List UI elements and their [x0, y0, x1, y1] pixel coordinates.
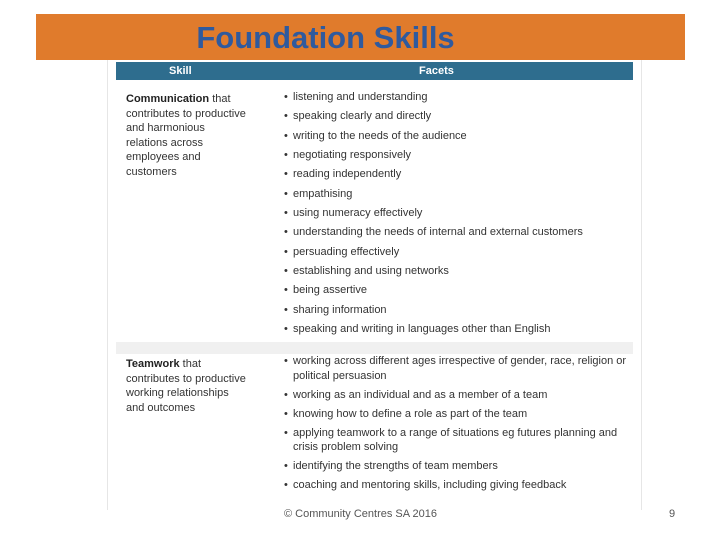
skill-name: Teamwork: [126, 358, 180, 370]
footer-copyright: © Community Centres SA 2016: [284, 508, 438, 520]
skill-name: Communication: [126, 93, 210, 105]
list-item: • persuading effectively: [286, 246, 634, 259]
list-item: • negotiating responsively: [286, 149, 634, 162]
list-item: • empathising: [286, 188, 634, 201]
list-item: • coaching and mentoring skills, including giving feedback: [286, 478, 634, 493]
list-item: • working as an individual and as a member of a team: [286, 388, 634, 403]
header-facets: Facets: [419, 65, 454, 77]
list-item: • knowing how to define a role as part of the team: [286, 407, 634, 422]
skill-teamwork: [126, 357, 246, 415]
list-item: • working across different ages irrespective of gender, race, religion or political persuasion: [286, 354, 634, 383]
skills-table: [107, 60, 642, 510]
list-item: • using numeracy effectively: [286, 207, 634, 220]
list-item: • speaking and writing in languages other than English: [286, 323, 634, 336]
skill-communication: [126, 92, 246, 180]
list-item: • sharing information: [286, 304, 634, 317]
list-item: • writing to the needs of the audience: [286, 130, 634, 143]
slide-title: Foundation Skills: [196, 20, 455, 55]
facets-list-teamwork: [286, 354, 634, 498]
title-bar: [36, 14, 685, 60]
page-number: 9: [669, 508, 676, 520]
table-header: [116, 62, 633, 80]
list-item: • being assertive: [286, 284, 634, 297]
list-item: • establishing and using networks: [286, 265, 634, 278]
header-skill: Skill: [169, 65, 192, 77]
row-divider: [116, 342, 633, 354]
list-item: • listening and understanding: [286, 91, 634, 104]
skill-description: that contributes to productive working relationships and outcomes: [126, 358, 246, 414]
list-item: • understanding the needs of internal and external customers: [286, 226, 634, 239]
list-item: • speaking clearly and directly: [286, 110, 634, 123]
list-item: • identifying the strengths of team members: [286, 459, 634, 474]
facets-list-communication: [286, 91, 634, 342]
list-item: • applying teamwork to a range of situations eg futures planning and crisis problem solving: [286, 426, 634, 455]
skill-description: that contributes to productive and harmonious relations across employees and customers: [126, 93, 246, 178]
list-item: • reading independently: [286, 168, 634, 181]
